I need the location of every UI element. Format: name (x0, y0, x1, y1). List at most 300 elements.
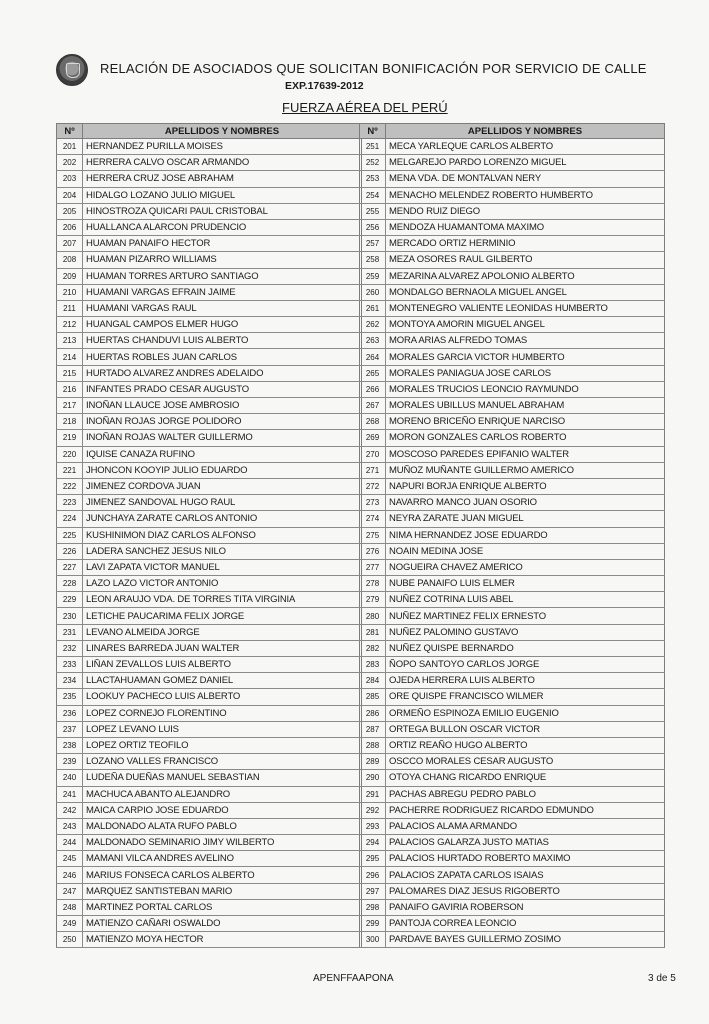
table-row (57, 543, 362, 559)
row-number: 292 (360, 802, 386, 818)
member-name: MALDONADO ALATA RUFO PABLO (83, 818, 362, 834)
table-row (57, 640, 362, 656)
member-name: PACHERRE RODRIGUEZ RICARDO EDMUNDO (386, 802, 665, 818)
member-name: MARTINEZ PORTAL CARLOS (83, 899, 362, 915)
row-number: 214 (57, 349, 83, 365)
row-number: 232 (57, 640, 83, 656)
member-name: HERRERA CRUZ JOSE ABRAHAM (83, 171, 362, 187)
column-header-number: Nº (57, 124, 83, 139)
table-header-row (360, 124, 665, 139)
row-number: 262 (360, 317, 386, 333)
member-name: PALACIOS GALARZA JUSTO MATIAS (386, 835, 665, 851)
row-number: 218 (57, 414, 83, 430)
table-row (360, 576, 665, 592)
member-name: INOÑAN ROJAS WALTER GUILLERMO (83, 430, 362, 446)
row-number: 294 (360, 835, 386, 851)
row-number: 252 (360, 155, 386, 171)
member-name: PANAIFO GAVIRIA ROBERSON (386, 899, 665, 915)
member-name: MATIENZO CAÑARI OSWALDO (83, 916, 362, 932)
table-row (360, 543, 665, 559)
member-name: MONTOYA AMORIN MIGUEL ANGEL (386, 317, 665, 333)
member-name: ORMEÑO ESPINOZA EMILIO EUGENIO (386, 705, 665, 721)
member-name: INFANTES PRADO CESAR AUGUSTO (83, 381, 362, 397)
table-row (57, 365, 362, 381)
row-number: 224 (57, 511, 83, 527)
row-number: 269 (360, 430, 386, 446)
column-header-names: APELLIDOS Y NOMBRES (386, 124, 665, 139)
table-row (360, 802, 665, 818)
member-name: HUAMAN TORRES ARTURO SANTIAGO (83, 268, 362, 284)
row-number: 270 (360, 446, 386, 462)
row-number: 241 (57, 786, 83, 802)
table-row (57, 495, 362, 511)
member-name: MONDALGO BERNAOLA MIGUEL ANGEL (386, 284, 665, 300)
member-name: MALDONADO SEMINARIO JIMY WILBERTO (83, 835, 362, 851)
row-number: 213 (57, 333, 83, 349)
row-number: 264 (360, 349, 386, 365)
row-number: 277 (360, 559, 386, 575)
row-number: 212 (57, 317, 83, 333)
table-row (360, 657, 665, 673)
row-number: 219 (57, 430, 83, 446)
row-number: 233 (57, 657, 83, 673)
table-row (57, 381, 362, 397)
table-row (57, 689, 362, 705)
row-number: 215 (57, 365, 83, 381)
table-row (57, 818, 362, 834)
table-row (57, 478, 362, 494)
table-row (360, 705, 665, 721)
member-name: LOPEZ LEVANO LUIS (83, 721, 362, 737)
member-name: LAVI ZAPATA VICTOR MANUEL (83, 559, 362, 575)
member-name: HUERTAS ROBLES JUAN CARLOS (83, 349, 362, 365)
member-name: PALOMARES DIAZ JESUS RIGOBERTO (386, 883, 665, 899)
member-name: KUSHINIMON DIAZ CARLOS ALFONSO (83, 527, 362, 543)
row-number: 282 (360, 640, 386, 656)
member-name: MONTENEGRO VALIENTE LEONIDAS HUMBERTO (386, 300, 665, 316)
table-row (360, 333, 665, 349)
row-number: 258 (360, 252, 386, 268)
row-number: 225 (57, 527, 83, 543)
table-row (360, 786, 665, 802)
row-number: 296 (360, 867, 386, 883)
member-name: IQUISE CANAZA RUFINO (83, 446, 362, 462)
member-name: NIMA HERNANDEZ JOSE EDUARDO (386, 527, 665, 543)
row-number: 235 (57, 689, 83, 705)
row-number: 276 (360, 543, 386, 559)
member-name: LEVANO ALMEIDA JORGE (83, 624, 362, 640)
table-row (57, 430, 362, 446)
table-row (360, 252, 665, 268)
table-row (360, 867, 665, 883)
member-name: LLACTAHUAMAN GOMEZ DANIEL (83, 673, 362, 689)
row-number: 298 (360, 899, 386, 915)
row-number: 240 (57, 770, 83, 786)
table-row (360, 770, 665, 786)
table-row (360, 171, 665, 187)
table-row (360, 203, 665, 219)
member-name: INOÑAN LLAUCE JOSE AMBROSIO (83, 398, 362, 414)
table-row (57, 737, 362, 753)
member-name: MUÑOZ MUÑANTE GUILLERMO AMERICO (386, 462, 665, 478)
row-number: 256 (360, 219, 386, 235)
row-number: 281 (360, 624, 386, 640)
member-name: MENA VDA. DE MONTALVAN NERY (386, 171, 665, 187)
member-name: LAZO LAZO VICTOR ANTONIO (83, 576, 362, 592)
row-number: 266 (360, 381, 386, 397)
table-row (57, 786, 362, 802)
member-name: ORTEGA BULLON OSCAR VICTOR (386, 721, 665, 737)
row-number: 299 (360, 916, 386, 932)
row-number: 295 (360, 851, 386, 867)
table-row (57, 511, 362, 527)
row-number: 272 (360, 478, 386, 494)
table-row (57, 835, 362, 851)
table-row (57, 527, 362, 543)
table-row (360, 317, 665, 333)
row-number: 226 (57, 543, 83, 559)
table-row (360, 381, 665, 397)
row-number: 250 (57, 932, 83, 948)
table-row (360, 300, 665, 316)
member-name: NUÑEZ MARTINEZ FELIX ERNESTO (386, 608, 665, 624)
row-number: 217 (57, 398, 83, 414)
row-number: 257 (360, 236, 386, 252)
member-name: HERRERA CALVO OSCAR ARMANDO (83, 155, 362, 171)
table-row (360, 219, 665, 235)
row-number: 267 (360, 398, 386, 414)
row-number: 202 (57, 155, 83, 171)
member-name: LOZANO VALLES FRANCISCO (83, 754, 362, 770)
row-number: 286 (360, 705, 386, 721)
table-row (360, 365, 665, 381)
member-name: LOOKUY PACHECO LUIS ALBERTO (83, 689, 362, 705)
row-number: 205 (57, 203, 83, 219)
table-row (57, 883, 362, 899)
table-row (57, 867, 362, 883)
table-row (57, 333, 362, 349)
members-table-left (56, 123, 362, 948)
footer-association: APENFFAAPONA (313, 973, 394, 984)
table-row (360, 754, 665, 770)
table-row (57, 317, 362, 333)
table-row (57, 657, 362, 673)
row-number: 253 (360, 171, 386, 187)
row-number: 275 (360, 527, 386, 543)
row-number: 239 (57, 754, 83, 770)
member-name: MECA YARLEQUE CARLOS ALBERTO (386, 139, 665, 155)
table-row (360, 640, 665, 656)
row-number: 291 (360, 786, 386, 802)
member-name: HUAMAN PANAIFO HECTOR (83, 236, 362, 252)
row-number: 229 (57, 592, 83, 608)
member-name: LOPEZ ORTIZ TEOFILO (83, 737, 362, 753)
table-row (360, 268, 665, 284)
institution-seal-icon (56, 54, 88, 86)
row-number: 221 (57, 462, 83, 478)
table-row (360, 559, 665, 575)
row-number: 223 (57, 495, 83, 511)
row-number: 248 (57, 899, 83, 915)
member-name: ORE QUISPE FRANCISCO WILMER (386, 689, 665, 705)
table-row (360, 414, 665, 430)
row-number: 263 (360, 333, 386, 349)
row-number: 268 (360, 414, 386, 430)
table-row (360, 139, 665, 155)
member-name: LADERA SANCHEZ JESUS NILO (83, 543, 362, 559)
table-row (57, 592, 362, 608)
member-name: PANTOJA CORREA LEONCIO (386, 916, 665, 932)
institution-subtitle: FUERZA AÉREA DEL PERÚ (282, 100, 448, 115)
row-number: 234 (57, 673, 83, 689)
member-name: PALACIOS HURTADO ROBERTO MAXIMO (386, 851, 665, 867)
row-number: 220 (57, 446, 83, 462)
table-row (57, 187, 362, 203)
table-row (57, 802, 362, 818)
member-name: MORALES GARCIA VICTOR HUMBERTO (386, 349, 665, 365)
table-row (57, 171, 362, 187)
table-row (57, 139, 362, 155)
member-name: NUBE PANAIFO LUIS ELMER (386, 576, 665, 592)
member-name: HINOSTROZA QUICARI PAUL CRISTOBAL (83, 203, 362, 219)
table-row (360, 155, 665, 171)
member-name: MELGAREJO PARDO LORENZO MIGUEL (386, 155, 665, 171)
table-row (57, 624, 362, 640)
row-number: 278 (360, 576, 386, 592)
row-number: 245 (57, 851, 83, 867)
row-number: 247 (57, 883, 83, 899)
row-number: 265 (360, 365, 386, 381)
row-number: 244 (57, 835, 83, 851)
member-name: HUANGAL CAMPOS ELMER HUGO (83, 317, 362, 333)
expediente-number: EXP.17639-2012 (285, 80, 364, 92)
table-row (57, 899, 362, 915)
row-number: 293 (360, 818, 386, 834)
row-number: 242 (57, 802, 83, 818)
table-row (360, 721, 665, 737)
member-name: MORON GONZALES CARLOS ROBERTO (386, 430, 665, 446)
row-number: 271 (360, 462, 386, 478)
table-row (57, 398, 362, 414)
row-number: 279 (360, 592, 386, 608)
table-row (57, 576, 362, 592)
member-name: MARQUEZ SANTISTEBAN MARIO (83, 883, 362, 899)
row-number: 283 (360, 657, 386, 673)
member-name: NAVARRO MANCO JUAN OSORIO (386, 495, 665, 511)
table-row (360, 187, 665, 203)
row-number: 211 (57, 300, 83, 316)
table-row (360, 899, 665, 915)
row-number: 227 (57, 559, 83, 575)
row-number: 251 (360, 139, 386, 155)
member-name: NOGUEIRA CHAVEZ AMERICO (386, 559, 665, 575)
member-name: OSCCO MORALES CESAR AUGUSTO (386, 754, 665, 770)
table-row (360, 592, 665, 608)
table-row (57, 462, 362, 478)
member-name: MENDO RUIZ DIEGO (386, 203, 665, 219)
table-row (360, 478, 665, 494)
member-name: MERCADO ORTIZ HERMINIO (386, 236, 665, 252)
member-name: OTOYA CHANG RICARDO ENRIQUE (386, 770, 665, 786)
row-number: 249 (57, 916, 83, 932)
member-name: HUAMAN PIZARRO WILLIAMS (83, 252, 362, 268)
table-row (57, 268, 362, 284)
table-row (57, 219, 362, 235)
member-name: HUAMANI VARGAS EFRAIN JAIME (83, 284, 362, 300)
row-number: 246 (57, 867, 83, 883)
member-name: NUÑEZ PALOMINO GUSTAVO (386, 624, 665, 640)
table-row (57, 284, 362, 300)
row-number: 255 (360, 203, 386, 219)
member-name: LOPEZ CORNEJO FLORENTINO (83, 705, 362, 721)
table-row (360, 527, 665, 543)
member-name: LUDEÑA DUEÑAS MANUEL SEBASTIAN (83, 770, 362, 786)
member-name: MENACHO MELENDEZ ROBERTO HUMBERTO (386, 187, 665, 203)
table-row (360, 916, 665, 932)
row-number: 274 (360, 511, 386, 527)
member-name: MAMANI VILCA ANDRES AVELINO (83, 851, 362, 867)
table-row (57, 851, 362, 867)
row-number: 231 (57, 624, 83, 640)
table-header-row (57, 124, 362, 139)
table-row (360, 624, 665, 640)
row-number: 260 (360, 284, 386, 300)
member-name: MORALES UBILLUS MANUEL ABRAHAM (386, 398, 665, 414)
member-name: MACHUCA ABANTO ALEJANDRO (83, 786, 362, 802)
table-row (360, 236, 665, 252)
member-name: HURTADO ALVAREZ ANDRES ADELAIDO (83, 365, 362, 381)
table-row (57, 203, 362, 219)
row-number: 273 (360, 495, 386, 511)
row-number: 285 (360, 689, 386, 705)
member-name: MARIUS FONSECA CARLOS ALBERTO (83, 867, 362, 883)
member-name: JHONCON KOOYIP JULIO EDUARDO (83, 462, 362, 478)
row-number: 261 (360, 300, 386, 316)
table-row (57, 916, 362, 932)
member-name: MATIENZO MOYA HECTOR (83, 932, 362, 948)
member-name: LEON ARAUJO VDA. DE TORRES TITA VIRGINIA (83, 592, 362, 608)
table-row (360, 851, 665, 867)
row-number: 230 (57, 608, 83, 624)
table-row (360, 495, 665, 511)
table-row (360, 835, 665, 851)
member-name: NOAIN MEDINA JOSE (386, 543, 665, 559)
table-row (57, 559, 362, 575)
row-number: 237 (57, 721, 83, 737)
row-number: 280 (360, 608, 386, 624)
member-name: JIMENEZ SANDOVAL HUGO RAUL (83, 495, 362, 511)
table-row (57, 414, 362, 430)
table-row (57, 754, 362, 770)
row-number: 210 (57, 284, 83, 300)
row-number: 289 (360, 754, 386, 770)
row-number: 228 (57, 576, 83, 592)
table-row (360, 511, 665, 527)
member-name: MOSCOSO PAREDES EPIFANIO WALTER (386, 446, 665, 462)
row-number: 216 (57, 381, 83, 397)
member-name: HUERTAS CHANDUVI LUIS ALBERTO (83, 333, 362, 349)
row-number: 203 (57, 171, 83, 187)
row-number: 259 (360, 268, 386, 284)
table-row (57, 770, 362, 786)
table-row (57, 155, 362, 171)
row-number: 236 (57, 705, 83, 721)
row-number: 222 (57, 478, 83, 494)
members-table-right (359, 123, 665, 948)
member-name: LETICHE PAUCARIMA FELIX JORGE (83, 608, 362, 624)
row-number: 290 (360, 770, 386, 786)
member-name: OJEDA HERRERA LUIS ALBERTO (386, 673, 665, 689)
table-row (360, 430, 665, 446)
member-name: PACHAS ABREGU PEDRO PABLO (386, 786, 665, 802)
member-name: HERNANDEZ PURILLA MOISES (83, 139, 362, 155)
table-row (360, 818, 665, 834)
row-number: 207 (57, 236, 83, 252)
table-row (57, 608, 362, 624)
row-number: 209 (57, 268, 83, 284)
table-row (360, 398, 665, 414)
table-row (57, 300, 362, 316)
table-row (57, 236, 362, 252)
table-row (360, 446, 665, 462)
member-name: NUÑEZ COTRINA LUIS ABEL (386, 592, 665, 608)
column-header-number: Nº (360, 124, 386, 139)
member-name: MEZARINA ALVAREZ APOLONIO ALBERTO (386, 268, 665, 284)
table-row (360, 883, 665, 899)
member-name: JUNCHAYA ZARATE CARLOS ANTONIO (83, 511, 362, 527)
table-row (360, 608, 665, 624)
row-number: 297 (360, 883, 386, 899)
member-name: INOÑAN ROJAS JORGE POLIDORO (83, 414, 362, 430)
member-name: HIDALGO LOZANO JULIO MIGUEL (83, 187, 362, 203)
member-name: JIMENEZ CORDOVA JUAN (83, 478, 362, 494)
table-row (57, 349, 362, 365)
member-name: MORENO BRICEÑO ENRIQUE NARCISO (386, 414, 665, 430)
row-number: 300 (360, 932, 386, 948)
table-row (57, 705, 362, 721)
member-name: PALACIOS ALAMA ARMANDO (386, 818, 665, 834)
member-name: MORALES TRUCIOS LEONCIO RAYMUNDO (386, 381, 665, 397)
row-number: 206 (57, 219, 83, 235)
member-name: MORA ARIAS ALFREDO TOMAS (386, 333, 665, 349)
table-row (360, 349, 665, 365)
column-header-names: APELLIDOS Y NOMBRES (83, 124, 362, 139)
table-row (57, 721, 362, 737)
table-row (360, 689, 665, 705)
table-row (57, 673, 362, 689)
member-name: LINARES BARREDA JUAN WALTER (83, 640, 362, 656)
member-name: PALACIOS ZAPATA CARLOS ISAIAS (386, 867, 665, 883)
table-row (360, 284, 665, 300)
table-row (57, 932, 362, 948)
row-number: 254 (360, 187, 386, 203)
member-name: LIÑAN ZEVALLOS LUIS ALBERTO (83, 657, 362, 673)
row-number: 243 (57, 818, 83, 834)
table-row (57, 446, 362, 462)
member-name: MAICA CARPIO JOSE EDUARDO (83, 802, 362, 818)
table-row (57, 252, 362, 268)
member-name: MEZA OSORES RAUL GILBERTO (386, 252, 665, 268)
member-name: HUALLANCA ALARCON PRUDENCIO (83, 219, 362, 235)
table-row (360, 932, 665, 948)
document-title: RELACIÓN DE ASOCIADOS QUE SOLICITAN BONIFICACIÓN POR SERVICIO DE CALLE (100, 61, 647, 76)
member-name: HUAMANI VARGAS RAUL (83, 300, 362, 316)
table-row (360, 462, 665, 478)
table-row (360, 673, 665, 689)
member-name: ÑOPO SANTOYO CARLOS JORGE (386, 657, 665, 673)
member-name: ORTIZ REAÑO HUGO ALBERTO (386, 737, 665, 753)
member-name: NAPURI BORJA ENRIQUE ALBERTO (386, 478, 665, 494)
